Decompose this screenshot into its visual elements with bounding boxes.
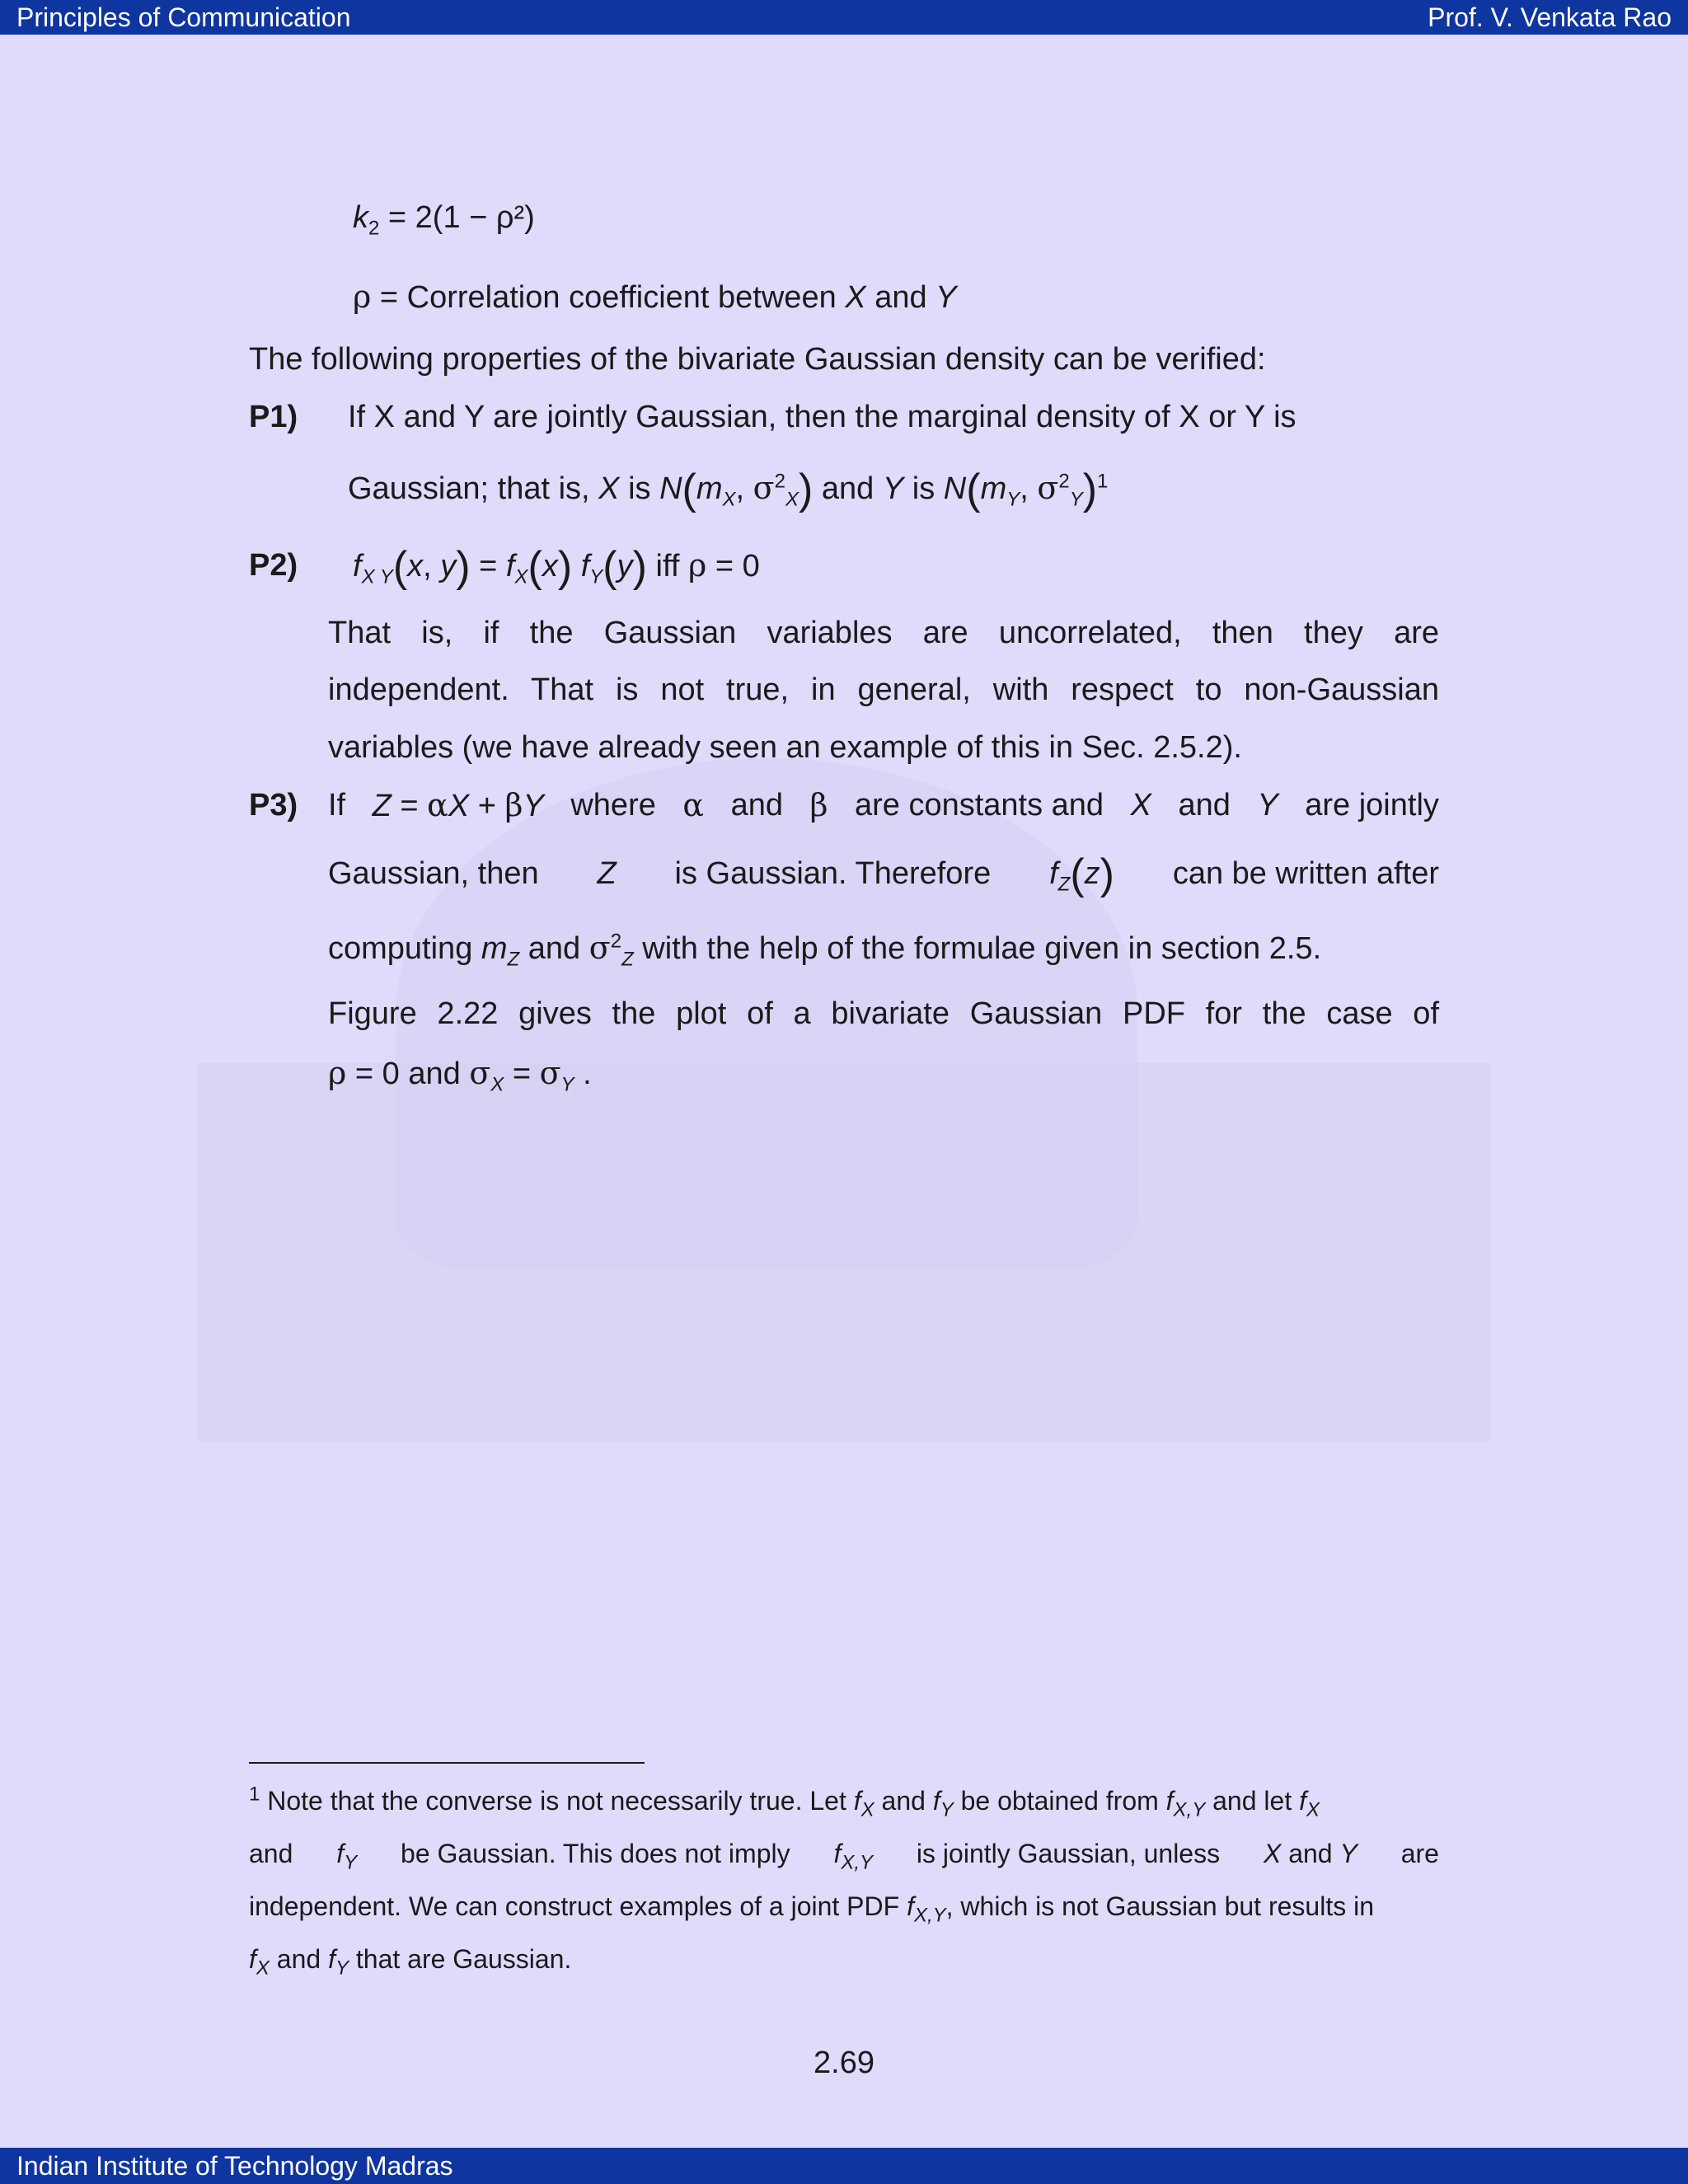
- page-number: 2.69: [814, 2046, 874, 2080]
- p1-label: P1): [249, 400, 298, 434]
- p2-text-line3: variables (we have already seen an example of this in Sec. 2.5.2).: [328, 730, 1242, 765]
- footnote-line1: $^1$ Note that the converse is not necessarily true. Let $f_X$ and $f_Y$ be obtained from $f_{X,Y}$ and let $f_X$: [249, 1783, 1320, 1821]
- footnote-reference[interactable]: 1: [1097, 470, 1109, 493]
- p2-text-line1: That is, if the Gaussian variables are uncorrelated, then they are: [328, 616, 1439, 650]
- course-title: Principles of Communication: [16, 2, 351, 32]
- p3-line2: Gaussian, then Z is Gaussian. Therefore $f_Z(z)$ can be written after: [328, 851, 1439, 898]
- p3-label: P3): [249, 788, 298, 823]
- footnote-line3: independent. We can construct examples of a joint PDF $f_{X,Y}$, which is not Gaussian but results in: [249, 1891, 1374, 1927]
- intro-text: The following properties of the bivariate Gaussian density can be verified:: [249, 342, 1266, 377]
- rho-definition: ρ = Correlation coefficient between X and Y: [353, 279, 957, 315]
- p3-line3: computing $m_Z$ and $\sigma^2_Z$ with the help of the formulae given in section 2.5.: [328, 930, 1322, 971]
- footnote-line4: $f_X$ and $f_Y$ that are Gaussian.: [249, 1944, 572, 1980]
- p1-line1: If X and Y are jointly Gaussian, then the marginal density of X or Y is: [348, 400, 1296, 434]
- footnote-divider: [249, 1762, 645, 1764]
- p2-text-line2: independent. That is not true, in general, with respect to non-Gaussian: [328, 673, 1439, 707]
- figure-sentence-line1: Figure 2.22 gives the plot of a bivariate Gaussian PDF for the case of: [328, 996, 1439, 1031]
- p2-equation: $f_{X Y}(x$, $y) = f_X(x)$ $f_Y(y)$ iff ρ = 0: [353, 543, 760, 591]
- p3-line1: If Z = αX + βY where α and β are constants and X and Y are jointly: [328, 787, 1439, 823]
- k2-equation: $k_2 = 2(1 - \rho^2)$: [353, 200, 535, 240]
- footer-bar: [0, 2148, 1688, 2184]
- figure-sentence-line2: ρ = 0 and $\sigma_X = \sigma_Y$ .: [328, 1055, 592, 1096]
- author-name: Prof. V. Venkata Rao: [1428, 2, 1672, 32]
- institution-name: Indian Institute of Technology Madras: [16, 2150, 453, 2181]
- footnote-line2: and $f_Y$ be Gaussian. This does not imply $f_{X,Y}$ is jointly Gaussian, unless X and Y are: [249, 1839, 1439, 1874]
- p1-line2: Gaussian; that is, X is $N(m_X$, $\sigma^2_X$) and Y is $N(m_Y$, $\sigma^2_Y)^1$: [348, 466, 1109, 513]
- p2-label: P2): [249, 548, 298, 583]
